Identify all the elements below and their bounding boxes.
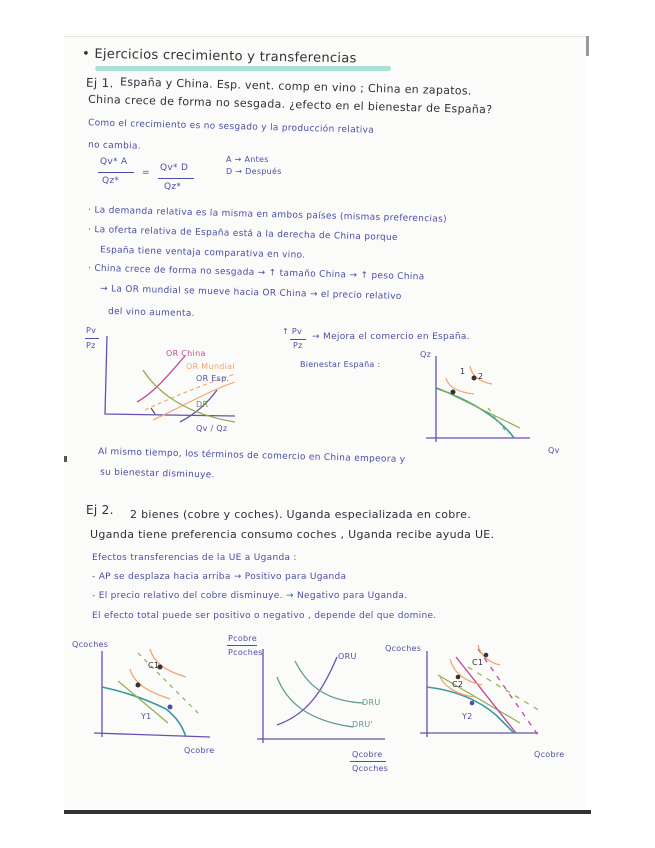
note-frac-num: ↑ Pv [282, 327, 303, 336]
eq-legend-antes: A → Antes [226, 155, 269, 164]
graph-right-transfer-chart [420, 645, 550, 755]
graph2-point-2: 2 [478, 372, 484, 381]
graph-mid-ylabel-num: Pcobre [228, 634, 258, 643]
graph-mid-dru-prime: DRU' [352, 720, 373, 729]
graph-mid-ylabel-bar [227, 645, 257, 646]
eq-rhs-den: Qz* [164, 182, 182, 192]
graph-right-y2: Y2 [462, 712, 473, 721]
graph-right-xlabel: Qcobre [534, 750, 565, 759]
graph-mid-oru: ORU [338, 652, 357, 661]
binder-hole-mark [64, 456, 67, 462]
ej2-effect-3: El efecto total puede ser positivo o negativo , depende del que domine. [92, 611, 437, 621]
graph-right-c2: C2 [452, 680, 464, 689]
eq-lhs-bar [98, 172, 134, 173]
eq-equals: = [142, 168, 150, 178]
ej2-effects-title: Efectos transferencias de la UE a Uganda : [92, 553, 297, 563]
eq-legend-despues: D → Después [226, 167, 282, 176]
eq-rhs-bar [158, 178, 194, 179]
note-bienestar: Bienestar España : [300, 360, 381, 369]
page-title-text: Ejercicios crecimiento y transferencias [94, 46, 357, 67]
ej2-label: Ej 2. [86, 503, 114, 517]
ej2-effect-1: - AP se desplaza hacia arriba → Positivo para Uganda [92, 572, 347, 582]
graph2-point-1: 1 [460, 367, 466, 376]
graph-right-c1: C1 [472, 658, 484, 667]
eq-lhs-num: Qv* A [100, 157, 128, 167]
graph1-xlabel: Qv / Qz [196, 424, 228, 433]
graph-right-ylabel: Qcoches [385, 644, 422, 653]
page-edge-shadow [586, 36, 589, 56]
ej1-answer-1: Como el crecimiento es no sesgado y la producción relativa [87, 118, 375, 136]
graph2-xlabel: Qv [548, 446, 560, 455]
graph-left-c1: C1 [148, 661, 160, 670]
graph-mid-dru: DRU [362, 698, 381, 707]
graph1-ylabel-den: Pz [86, 341, 96, 350]
page-bottom-edge [64, 810, 591, 814]
note-text: → Mejora el comercio en España. [312, 332, 470, 342]
graph1-label-dr: DR [196, 400, 209, 409]
page-title: • Ejercicios crecimiento y transferencias [81, 46, 357, 67]
bullet-2-cont: España tiene ventaja comparativa en vino. [99, 245, 306, 261]
eq-lhs-den: Qz* [102, 176, 120, 186]
graph-mid-xlabel-num: Qcobre [352, 750, 383, 759]
ej1-line-2: China crece de forma no sesgada. ¿efecto en el bienestar de España? [87, 92, 493, 117]
conclusion-1: Al mismo tiempo, los términos de comercio en China empeora y [97, 446, 406, 466]
graph2-ylabel: Qz [420, 350, 432, 359]
ej1-label: Ej 1. [85, 75, 114, 91]
conclusion-2: su bienestar disminuye. [99, 467, 215, 481]
graph-left-y1: Y1 [141, 712, 152, 721]
note-frac-den: Pz [293, 341, 303, 350]
bullet-1: · La demanda relativa es la misma en ambos países (mismas preferencias) [87, 205, 447, 225]
graph1-label-or-china: OR China [166, 349, 206, 358]
graph-mid-xlabel-bar [350, 761, 386, 762]
ej2-effect-2: - El precio relativo del cobre disminuye. → Negativo para Uganda. [92, 591, 408, 601]
bullet-3: · China crece de forma no sesgada → ↑ tamaño China → ↑ peso China [87, 263, 425, 283]
graph-left-ylabel: Qcoches [72, 640, 109, 649]
bullet-3-cont-1: → La OR mundial se mueve hacia OR China → el precio relativo [99, 284, 402, 302]
graph-left-xlabel: Qcobre [184, 746, 215, 755]
bullet-2: · La oferta relativa de España está a la derecha de China porque [87, 224, 398, 244]
graph1-label-or-esp: OR Esp. [196, 374, 230, 383]
graph-mid-xlabel-den: Qcoches [352, 764, 389, 773]
ej1-line-1: España y China. Esp. vent. comp en vino ; China en zapatos. [119, 75, 472, 98]
graph1-label-or-mundial: OR Mundial [186, 362, 235, 371]
note-frac-bar [290, 339, 306, 340]
graph1-ylabel-num: Pv [86, 326, 97, 335]
graph-mid-ylabel-den: Pcoches [228, 648, 263, 657]
eq-rhs-num: Qv* D [160, 163, 189, 173]
bullet-3-cont-2: del vino aumenta. [107, 306, 195, 320]
ej1-answer-2: no cambia. [87, 140, 142, 152]
title-highlight [95, 66, 391, 71]
ej2-line-1: 2 bienes (cobre y coches). Uganda especializada en cobre. [130, 508, 471, 521]
graph2-bienestar-chart [418, 350, 538, 450]
ej2-line-2: Uganda tiene preferencia consumo coches , Uganda recibe ayuda UE. [90, 528, 495, 541]
